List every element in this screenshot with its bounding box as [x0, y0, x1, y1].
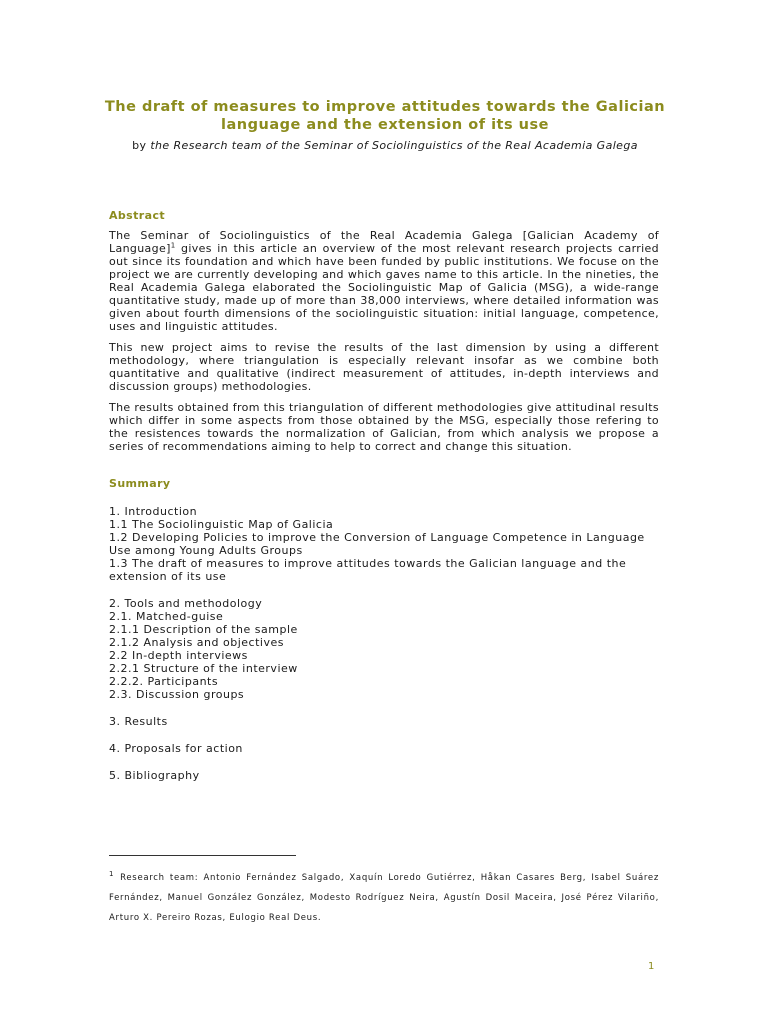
summary-item: 2.1.1 Description of the sample: [109, 623, 298, 636]
summary-item: 1.2 Developing Policies to improve the Conversion of Language Competence in Language Use among Young Adults Groups: [109, 531, 645, 557]
footnote: [109, 868, 659, 928]
summary-item: 1.1 The Sociolinguistic Map of Galicia: [109, 518, 334, 531]
title-line-1: The draft of measures to improve attitudes towards the Galician: [104, 99, 666, 115]
abstract-paragraph-1: [109, 229, 659, 333]
summary-item: 5. Bibliography: [109, 769, 200, 782]
summary-group: [109, 715, 664, 728]
footnote-reference: 1: [170, 241, 176, 250]
summary-item: 2.2 In-depth interviews: [109, 649, 248, 662]
abstract-paragraph-2: This new project aims to revise the results of the last dimension by using a different methodology, where triangulation is especially relevant insofar as we combine both quantitative and qualitative (indirect measurement of attitudes, in-depth interviews and discussion groups) methodologies.: [109, 341, 659, 393]
summary-item: 4. Proposals for action: [109, 742, 243, 755]
summary-item: 1.3 The draft of measures to improve attitudes towards the Galician language and the extension of its use: [109, 557, 627, 583]
abstract-heading: Abstract: [109, 209, 166, 222]
summary-list: [109, 505, 664, 796]
summary-item: 1. Introduction: [109, 505, 198, 518]
summary-item: 2.2.1 Structure of the interview: [109, 662, 298, 675]
abstract-p1-text-cont: gives in this article an overview of the most relevant research projects carried out since its foundation and which have been funded by public institutions. We focuse on the project we are currently developing and which gaves name to this article. In the nineties, the Real Academia Galega elaborated the Sociolinguistic Map of Galicia (MSG), a wide-range quantitative study, made up of more than 38,000 interviews, where detailed information was given about fourth dimensions of the sociolinguistic situation: initial language, competence, uses and linguistic attitudes.: [109, 242, 659, 333]
summary-item: 2.1.2 Analysis and objectives: [109, 636, 284, 649]
abstract-paragraph-3: The results obtained from this triangulation of different methodologies give attitudinal results which differ in some aspects from those obtained by the MSG, especially those refering to the resistences towards the normalization of Galician, from which analysis we propose a series of recommendations aiming to help to correct and change this situation.: [109, 401, 659, 453]
summary-group: [109, 742, 664, 755]
title-line-2: language and the extension of its use: [221, 117, 549, 133]
abstract-body: [109, 229, 659, 461]
summary-item: 2.1. Matched-guise: [109, 610, 224, 623]
summary-item: 2.2.2. Participants: [109, 675, 219, 688]
document-title: [100, 98, 670, 134]
summary-item: 2. Tools and methodology: [109, 597, 263, 610]
summary-item: 2.3. Discussion groups: [109, 688, 245, 701]
byline: [80, 139, 690, 152]
footnote-mark: 1: [109, 870, 115, 879]
summary-item: 3. Results: [109, 715, 168, 728]
page-number: 1: [648, 961, 655, 972]
footnote-text: Research team: Antonio Fernández Salgado, Xaquín Loredo Gutiérrez, Håkan Casares Berg, Isabel Suárez Fernández, Manuel González González, Modesto Rodríguez Neira, Agustín Dosil Maceira, José Pérez Vilariño, Arturo X. Pereiro Rozas, Eulogio Real Deus.: [109, 873, 659, 923]
byline-prefix: by: [132, 139, 151, 152]
footnote-divider: [109, 855, 296, 856]
summary-heading: Summary: [109, 477, 171, 490]
summary-group: [109, 597, 664, 701]
byline-team: the Research team of the Seminar of Sociolinguistics of the Real Academia Galega: [150, 139, 638, 152]
summary-group: [109, 769, 664, 782]
summary-group: [109, 505, 664, 583]
abstract-p1-text: The Seminar of Sociolinguistics of the Real Academia Galega [Galician Academy of Language]: [109, 229, 659, 255]
